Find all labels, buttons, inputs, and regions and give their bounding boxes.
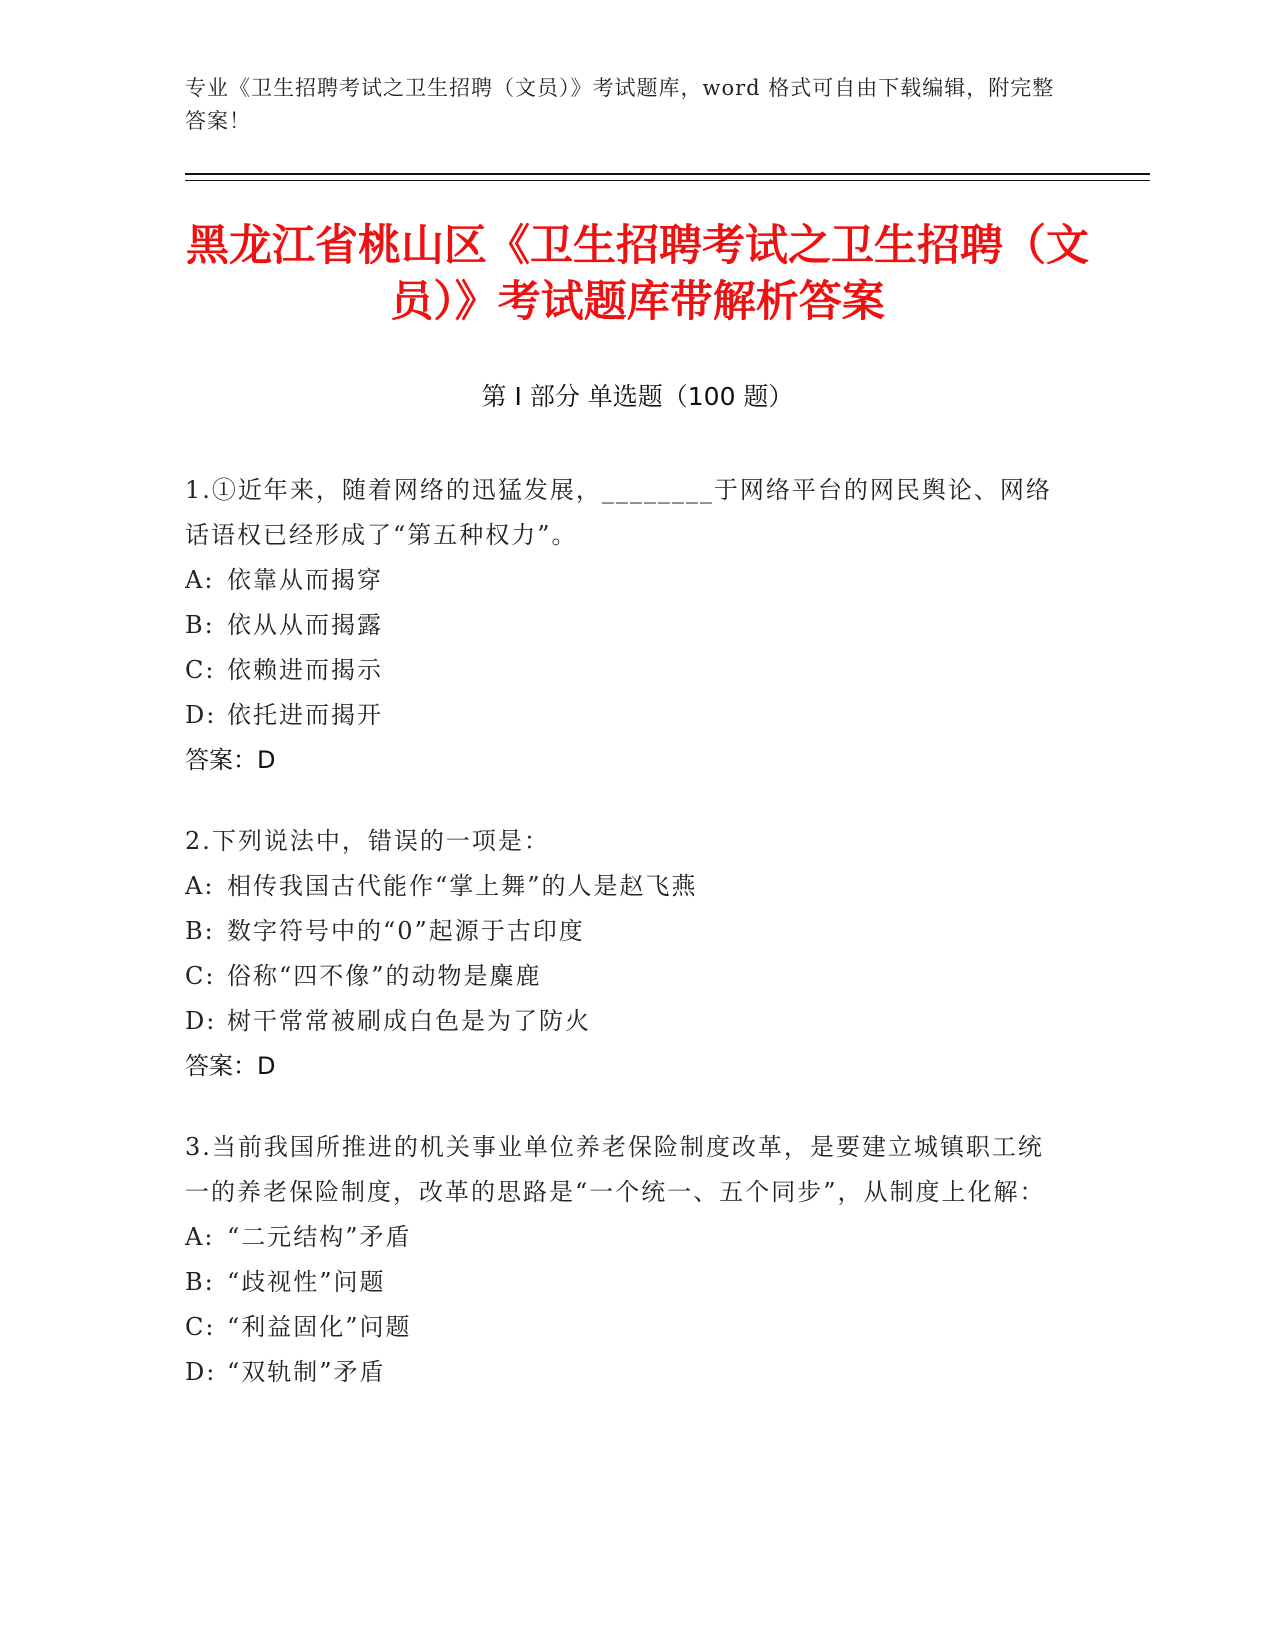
option-d: [185, 1350, 1065, 1395]
question-list: [185, 468, 1065, 1431]
option-letter: C:: [185, 1313, 216, 1341]
question-3: [185, 1125, 1065, 1395]
option-letter: C:: [185, 656, 216, 684]
option-text: 依靠从而揭穿: [227, 566, 383, 594]
question-stem: 1.①近年来，随着网络的迅猛发展，________于网络平台的网民舆论、网络话语权已经形成了“第五种权力”。: [185, 476, 1052, 549]
option-letter: D:: [185, 1358, 217, 1386]
option-b: [185, 909, 1065, 954]
option-c: [185, 954, 1065, 999]
header-divider-thick: [185, 173, 1150, 175]
question-1: [185, 468, 1065, 783]
header-divider-thin: [185, 180, 1150, 181]
option-text: “双轨制”矛盾: [227, 1358, 386, 1386]
question-stem: 3.当前我国所推进的机关事业单位养老保险制度改革，是要建立城镇职工统一的养老保险制度，改革的思路是“一个统一、五个同步”，从制度上化解：: [185, 1133, 1046, 1206]
option-text: 树干常常被刷成白色是为了防火: [227, 1007, 591, 1035]
option-text: 数字符号中的“0”起源于古印度: [227, 917, 585, 945]
option-text: 俗称“四不像”的动物是麋鹿: [227, 962, 542, 990]
option-d: [185, 693, 1065, 738]
option-d: [185, 999, 1065, 1044]
option-letter: B:: [185, 611, 215, 639]
option-letter: B:: [185, 1268, 215, 1296]
option-text: 依托进而揭开: [227, 701, 383, 729]
option-letter: D:: [185, 1007, 217, 1035]
option-a: [185, 1215, 1065, 1260]
option-c: [185, 648, 1065, 693]
option-b: [185, 603, 1065, 648]
option-text: 相传我国古代能作“掌上舞”的人是赵飞燕: [227, 872, 698, 900]
option-a: [185, 558, 1065, 603]
option-text: “利益固化”问题: [227, 1313, 412, 1341]
option-letter: A:: [185, 566, 215, 594]
question-2: [185, 819, 1065, 1089]
option-text: 依从从而揭露: [227, 611, 383, 639]
option-text: 依赖进而揭示: [227, 656, 383, 684]
answer-line: 答案：D: [185, 746, 276, 774]
option-letter: B:: [185, 917, 215, 945]
answer-line: 答案：D: [185, 1052, 276, 1080]
header-note: 专业《卫生招聘考试之卫生招聘（文员）》考试题库，word 格式可自由下载编辑，附完整答案！: [185, 76, 1055, 133]
option-text: “二元结构”矛盾: [227, 1223, 412, 1251]
option-text: “歧视性”问题: [227, 1268, 386, 1296]
document-title: 黑龙江省桃山区《卫生招聘考试之卫生招聘（文员）》考试题库带解析答案: [186, 221, 1089, 327]
question-stem: 2.下列说法中，错误的一项是：: [185, 827, 550, 855]
option-a: [185, 864, 1065, 909]
option-b: [185, 1260, 1065, 1305]
option-letter: A:: [185, 1223, 215, 1251]
option-c: [185, 1305, 1065, 1350]
option-letter: C:: [185, 962, 216, 990]
option-letter: A:: [185, 872, 215, 900]
option-letter: D:: [185, 701, 217, 729]
section-heading: 第 I 部分 单选题（100 题）: [481, 382, 794, 411]
